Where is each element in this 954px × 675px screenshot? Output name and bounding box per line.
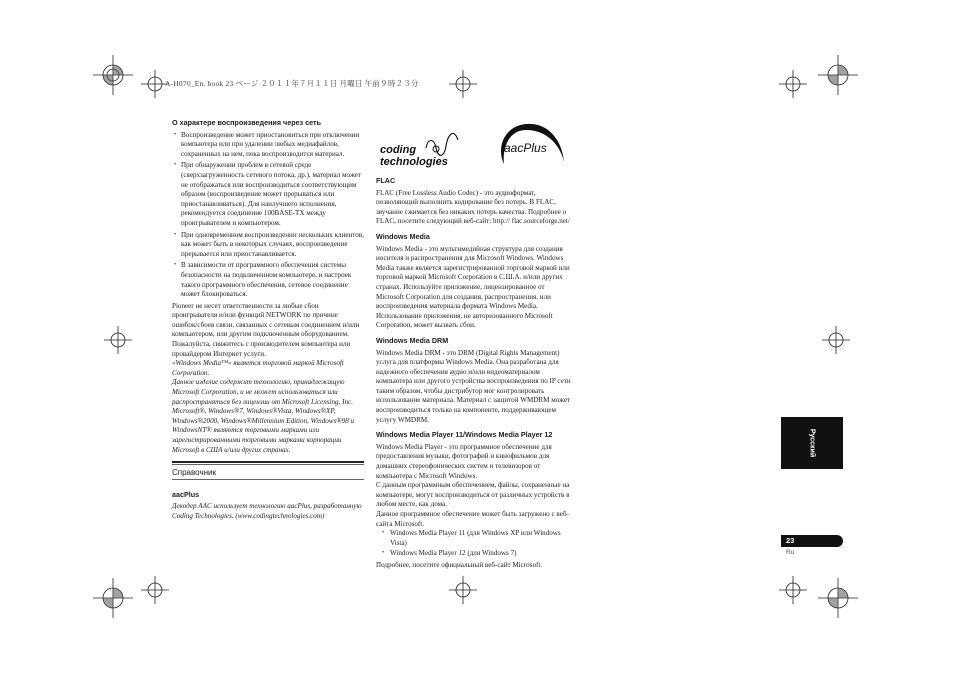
windows-media-trademark: «Windows Media™» является торговой маркой Microsoft Corporation. — [172, 359, 344, 377]
logos-area — [376, 118, 576, 174]
wmp-more-info: Подробнее, посетите официальный веб-сайт Microsoft. — [376, 560, 543, 569]
windows-media-heading: Windows Media — [376, 231, 430, 241]
right-column — [376, 176, 574, 571]
print-file-header: A-H070_En. book 23 ページ ２０１１年７月１１日 月曜日 午前９時２３分 — [165, 79, 419, 88]
list-item: • При обнаружении проблем в сетевой среде (сверхзагруженность сетевого потока, др.), материал может не отображаться или воспроизводиться соответствующим образом (воспроизведение может прерываться или приостанавливаться). Для наилучшего исполнения, рекомендуется соединение 100BASE-TX между проигрывателем и компьютером. — [172, 161, 364, 228]
language-code: Ru — [786, 549, 795, 556]
list-item: • В зависимости от программного обеспечения системы безопасности на подключенном компьютере, и настроек такого программного обеспечения, сетевое соединение может блокироваться. — [172, 261, 364, 299]
crosshair-mark-left-middle — [104, 326, 132, 354]
reference-section — [172, 461, 364, 480]
list-item: • Воспроизведение может приостановиться при отключении компьютера или при удалении любых медиафайлов, сохраненных на нем, пока воспроизводится материал. — [172, 131, 364, 160]
list-item: • При одновременном воспроизведении нескольких клиентов, как может быть в некоторых случаях, воспроизведение прерывается или приостанавливается. — [172, 231, 364, 260]
wmp-text-3: Данное программное обеспечение может быть загружено с веб-сайта Microsoft. — [376, 510, 569, 528]
aacplus-heading: aacPlus — [172, 489, 200, 499]
microsoft-license-note: Данное изделие содержит технологию, принадлежащую Microsoft Corporation, и не может использоваться или распространяться без лицензии от Microsoft Licensing, Inc. — [172, 378, 353, 406]
section-rule-thick — [172, 461, 364, 463]
reference-title: Справочник — [172, 468, 216, 478]
aacplus-logo — [501, 124, 564, 164]
coding-logo-line2: technologies — [380, 156, 448, 168]
page-number: 23 — [786, 536, 795, 545]
windows-media-player-heading: Windows Media Player 11/Windows Media Player 12 — [376, 430, 553, 440]
crosshair-mark-bottom-right — [779, 576, 807, 604]
windows-media-text: Windows Media - это мультимедийная структура для создания носителя и распространения для Microsoft Windows. Windows Media также является зарегистрированной торговой маркой или торговой маркой Microsoft Corporation в С.Ш.А. и/или других странах. Используйте приложение, лицензированное от Microsoft Corporation для создания, распространения, или воспроизведения материала формата Windows Media. Использование приложения, не авторизованного Microsoft Corporation, может вызвать сбои. — [376, 244, 570, 330]
flac-text: FLAC (Free Lossless Audio Codec) - это аудиоформат, позволяющий выполнить кодирование без потерь. В FLAC, звучание сжимается без никаких потерь качества. Подробнее о FLAC, посетите следующий веб-сайт: http:// flac.sourceforge.net/ — [376, 188, 570, 226]
coding-logo-line1: coding — [380, 144, 417, 156]
language-tab — [781, 417, 843, 469]
language-tab-label: Русский — [808, 428, 816, 458]
network-notes-list — [172, 131, 364, 300]
list-item: • Windows Media Player 11 (для Windows XP или Windows Vista) — [382, 529, 574, 548]
pioneer-disclaimer: Pioneer не несет ответственности за любые сбои проигрывателя и/или функций NETWORK по причине ошибок/сбоев связи, связанных с сетевым соединением и/или компьютером, или другим подключенным оборудованием. Пожалуйста, свяжитесь с производителем компьютера или провайдером Интернет услуги. — [172, 301, 360, 358]
crosshair-mark-right-middle — [822, 326, 850, 354]
crosshair-mark-top-center — [449, 70, 477, 98]
coding-technologies-logo — [376, 118, 576, 174]
wmp-text-1: Windows Media Player - это программное обеспечение для предоставления музыки, фотографий и кинофильмов для домашних стереофонических систем и телевизоров от компьютера с Microsoft Windows. — [376, 442, 552, 480]
windows-media-drm-heading: Windows Media DRM — [376, 335, 449, 345]
register-mark-top-left — [93, 55, 133, 95]
aacplus-text: Декодер AAC использует технологию aacPlus, разработанную Coding Technologies. (www.codingtechnologies.com) — [172, 502, 362, 520]
left-column — [172, 118, 364, 522]
section-rule-thin — [172, 464, 364, 465]
register-mark-top-right — [818, 55, 858, 95]
crosshair-mark-bottom-center — [449, 576, 477, 604]
windows-media-drm-text: Windows Media DRM - это DRM (Digital Rights Management) услуга для платформы Windows Media. Она разработана для надежного обеспечения аудио и/или видеоматериалом компьютера или другого устройства воспроизведения по IP сети таким образом, чтобы дистрибутор мог контролировать использование материала. Материал с защитой WMDRM может воспроизводиться только на компоненте, поддерживающем услугу WMDRM. — [376, 348, 571, 424]
network-playback-heading: О характере воспроизведения через сеть — [172, 118, 321, 127]
register-mark-bottom-right — [818, 578, 858, 618]
list-item: • Windows Media Player 12 (для Windows 7) — [382, 549, 574, 559]
section-rule-under — [172, 479, 364, 480]
crosshair-mark-bottom-left — [141, 576, 169, 604]
flac-heading: FLAC — [376, 176, 396, 185]
register-mark-bottom-left — [93, 578, 133, 618]
wmp-versions-list — [382, 529, 574, 559]
aacplus-logo-text: aacPlus — [504, 141, 547, 155]
microsoft-trademarks-note: Microsoft®, Windows®7, Windows®Vista, Windows®XP, Windows®2000, Windows®Millennium Edition, Windows®98 и WindowsNT® являются торговыми марками или зарегистрированными торговыми марками корпорации Microsoft в США и/или других странах. — [172, 407, 355, 454]
crosshair-mark-top-right — [779, 70, 807, 98]
wmp-text-2: С данным программным обеспечением, файлы, сохраненные на компьютере, могут воспроизводиться от различных устройств в любом месте, как дома. — [376, 481, 570, 509]
